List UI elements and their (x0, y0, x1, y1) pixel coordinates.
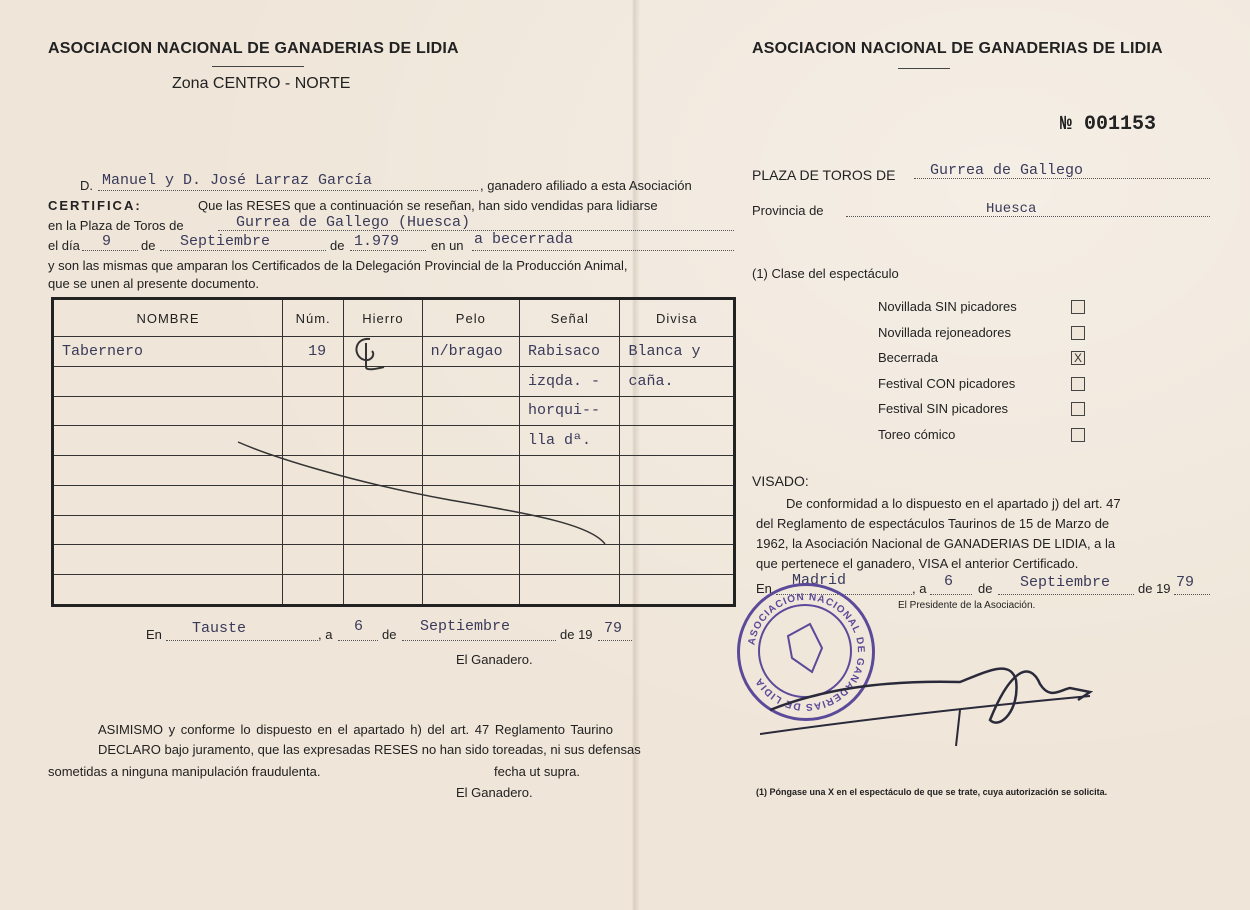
option-checkbox[interactable] (1071, 326, 1085, 340)
option-checkbox[interactable] (1071, 300, 1085, 314)
number-value: 001153 (1084, 113, 1157, 136)
right-en: En (756, 581, 772, 596)
year-dots (350, 250, 426, 251)
right-place: Madrid (792, 572, 847, 589)
table-cell (344, 575, 422, 606)
strike-stroke-icon (230, 436, 620, 556)
de-1: de (141, 238, 156, 253)
table-cell: izqda. - (520, 366, 620, 396)
col-header-divisa: Divisa (620, 299, 735, 337)
right-year-prefix: de 19 (1138, 581, 1171, 596)
owner-name: Manuel y D. José Larraz García (102, 172, 373, 189)
col-header-senal: Señal (520, 299, 620, 337)
brand-mark-icon (340, 333, 400, 377)
visado-line1: De conformidad a lo dispuesto en el apartado j) del art. 47 (786, 496, 1121, 511)
table-cell (422, 396, 519, 426)
option-checkbox[interactable] (1071, 402, 1085, 416)
declaration-line2: DECLARO bajo juramento, que las expresadas RESES no han sido toreadas, ni sus defensas (98, 742, 641, 757)
table-cell: Blanca y (620, 337, 735, 367)
header-rule (212, 66, 304, 67)
option-label: Festival CON picadores (878, 375, 1016, 391)
table-cell: horqui-- (520, 396, 620, 426)
visado-label: VISADO: (752, 473, 809, 489)
left-signer: El Ganadero. (456, 652, 533, 667)
event-value: a becerrada (474, 231, 574, 248)
zone-title: Zona CENTRO - NORTE (172, 75, 351, 92)
option-label: Toreo cómico (878, 427, 956, 442)
left-org-title: ASOCIACION NACIONAL DE GANADERIAS DE LIDIA (48, 40, 459, 57)
en-un: en un (431, 238, 464, 253)
stamp-text: ASOCIACION NACIONAL DE GANADERIAS DE LIDIA (746, 591, 867, 713)
declaration-fecha: fecha ut supra. (494, 764, 580, 779)
visado-line4: que pertenece el ganadero, VISA el anterior Certificado. (756, 556, 1079, 571)
president-label: El Presidente de la Asociación. (898, 600, 1036, 611)
visado-line2: del Reglamento de espectáculos Taurinos de 15 de Marzo de (756, 516, 1110, 531)
option-label: Festival SIN picadores (878, 401, 1009, 417)
month-value: Septiembre (180, 233, 271, 250)
right-day: 6 (944, 573, 954, 590)
table-cell: n/bragao (422, 337, 519, 367)
table-cell (422, 575, 519, 606)
right-header-rule (898, 68, 950, 69)
table-cell (53, 366, 283, 396)
table-cell (283, 366, 344, 396)
right-de: de (978, 581, 993, 596)
plaza-value: Gurrea de Gallego (Huesca) (236, 214, 471, 231)
left-en: En (146, 627, 162, 642)
table-cell (283, 396, 344, 426)
table-cell (620, 396, 735, 426)
table-cell: 19 (283, 337, 344, 367)
left-day-dots (338, 640, 378, 641)
left-place: Tauste (192, 620, 247, 637)
table-cell (344, 396, 422, 426)
right-org-title: ASOCIACION NACIONAL DE GANADERIAS DE LIDIA (752, 40, 1163, 57)
year-value: 1.979 (354, 233, 400, 250)
left-year-dots (598, 640, 632, 641)
clase-label: (1) Clase del espectáculo (752, 266, 899, 281)
same-text: y son las mismas que amparan los Certificados de la Delegación Provincial de la Producción Animal, (48, 258, 628, 273)
table-cell: caña. (620, 366, 735, 396)
table-row (53, 575, 735, 606)
table-cell: Rabisaco (520, 337, 620, 367)
left-a: , a (318, 627, 333, 642)
certify-text: Que las RESES que a continuación se reseñan, han sido vendidas para lidiarse (198, 198, 658, 213)
certifica-label: CERTIFICA: (48, 198, 142, 213)
right-month: Septiembre (1020, 574, 1111, 591)
col-header-hierro: Hierro (344, 299, 422, 337)
table-cell (620, 515, 735, 545)
provincia-label: Provincia de (752, 203, 824, 218)
affiliation-text: , ganadero afiliado a esta Asociación (480, 178, 692, 193)
col-header-nombre: NOMBRE (53, 299, 283, 337)
dia-dots (82, 250, 138, 251)
event-dots (472, 250, 734, 251)
left-month-dots (402, 640, 556, 641)
attached-text: que se unen al presente documento. (48, 276, 260, 291)
table-cell (422, 366, 519, 396)
table-header-row (53, 299, 735, 337)
provincia-value: Huesca (986, 201, 1037, 217)
certificate-number (1060, 113, 1156, 136)
dia-label: el día (48, 238, 80, 253)
de-2: de (330, 238, 345, 253)
table-cell (620, 456, 735, 486)
right-plaza-label: PLAZA DE TOROS DE (752, 167, 896, 183)
table-cell: Tabernero (53, 337, 283, 367)
table-cell (283, 575, 344, 606)
table-cell (620, 545, 735, 575)
option-checkbox[interactable] (1071, 428, 1085, 442)
option-label: Novillada rejoneadores (878, 324, 1011, 340)
d-prefix: D. (80, 178, 93, 193)
declaration-line1: ASIMISMO y conforme lo dispuesto en el apartado h) del art. 47 Reglamento Taurino (98, 722, 613, 737)
plaza-label: en la Plaza de Toros de (48, 218, 184, 233)
right-month-dots (998, 594, 1134, 595)
owner-dots (98, 190, 478, 191)
visado-line3: 1962, la Asociación Nacional de GANADERIAS DE LIDIA, a la (756, 536, 1116, 551)
right-plaza-value: Gurrea de Gallego (930, 162, 1084, 179)
left-month: Septiembre (420, 618, 511, 635)
option-checkbox[interactable]: X (1071, 351, 1085, 365)
left-de: de (382, 627, 397, 642)
month-dots (160, 250, 326, 251)
table-cell (620, 485, 735, 515)
table-row (53, 396, 735, 426)
number-sign: № (1060, 113, 1073, 136)
right-a: , a (912, 581, 927, 596)
right-year-dots (1174, 594, 1210, 595)
col-header-pelo: Pelo (422, 299, 519, 337)
left-day: 6 (354, 618, 364, 635)
option-label: Becerrada (878, 350, 938, 366)
table-cell (520, 575, 620, 606)
table-cell (53, 575, 283, 606)
option-checkbox[interactable] (1071, 377, 1085, 391)
option-label: Novillada SIN picadores (878, 299, 1017, 314)
right-day-dots (930, 594, 972, 595)
declaration-line3: sometidas a ninguna manipulación fraudulenta. (48, 764, 321, 779)
right-year: 79 (1176, 574, 1195, 591)
table-cell (620, 426, 735, 456)
col-header-num: Núm. (283, 299, 344, 337)
declaration-signer: El Ganadero. (456, 785, 533, 800)
table-cell (620, 575, 735, 606)
footnote: (1) Póngase una X en el espectáculo de que se trate, cuya autorización se solicita. (756, 787, 1108, 797)
table-cell: lla dª. (520, 426, 620, 456)
left-year: 79 (604, 620, 623, 637)
table-cell (53, 396, 283, 426)
dia-value: 9 (102, 233, 112, 250)
president-signature-icon (760, 650, 1120, 750)
left-year-prefix: de 19 (560, 627, 593, 642)
left-place-dots (166, 640, 318, 641)
